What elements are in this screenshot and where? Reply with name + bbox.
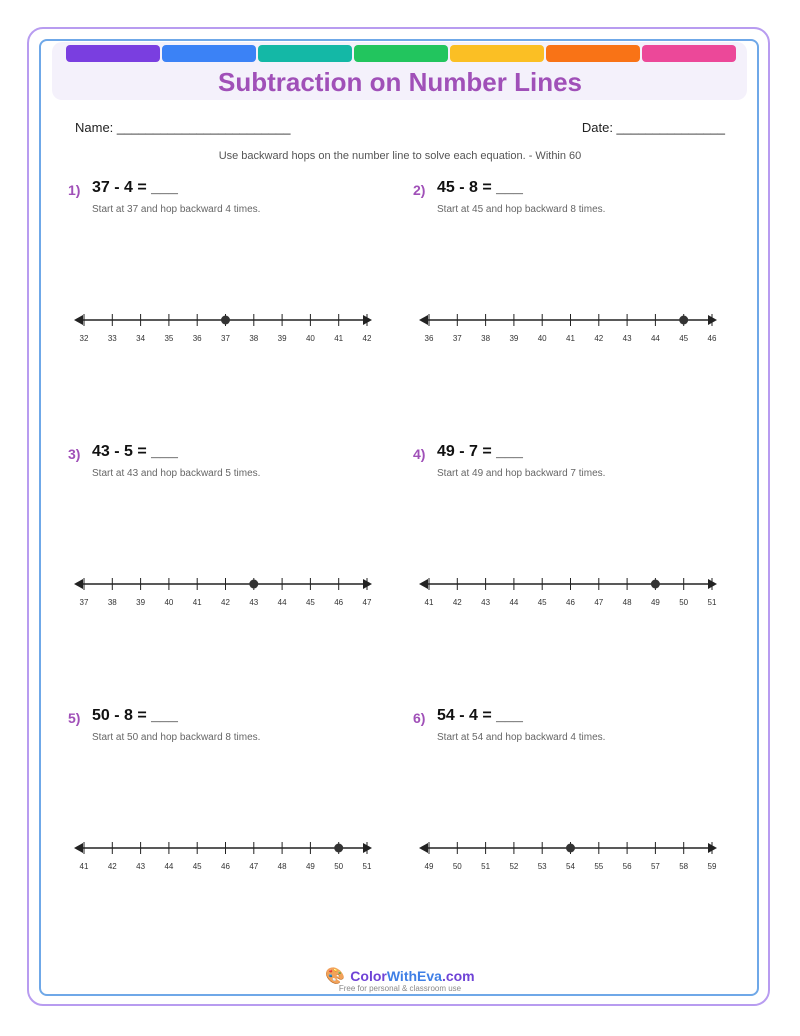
left-arrow-icon xyxy=(74,315,83,325)
tick-label: 43 xyxy=(622,334,632,343)
problem-6 xyxy=(413,707,743,890)
tick-label: 40 xyxy=(305,334,315,343)
tick-label: 37 xyxy=(79,598,89,607)
left-arrow-icon xyxy=(419,315,428,325)
tick-label: 49 xyxy=(424,862,434,871)
tick-label: 41 xyxy=(192,598,202,607)
name-field[interactable]: Name: ________________________ xyxy=(75,120,291,135)
tick-label: 43 xyxy=(481,598,491,607)
problem-hint: Start at 37 and hop backward 4 times. xyxy=(92,204,261,215)
problem-number: 6) xyxy=(413,710,426,726)
start-point-marker xyxy=(566,844,575,853)
tick-label: 38 xyxy=(249,334,259,343)
number-line xyxy=(413,830,723,871)
color-bar-segment xyxy=(642,45,736,62)
problem-equation[interactable]: 50 - 8 = ___ xyxy=(92,707,178,724)
problem-number: 2) xyxy=(413,182,426,198)
palette-icon: 🎨 xyxy=(325,968,346,985)
tick-label: 41 xyxy=(334,334,344,343)
tick-label: 43 xyxy=(249,598,259,607)
problem-equation[interactable]: 45 - 8 = ___ xyxy=(437,179,523,196)
tick-label: 42 xyxy=(107,862,117,871)
tick-label: 44 xyxy=(650,334,660,343)
start-point-marker xyxy=(221,316,230,325)
problem-number: 5) xyxy=(68,710,81,726)
color-bar-segment xyxy=(546,45,640,62)
tick-label: 34 xyxy=(136,334,146,343)
tick-label: 46 xyxy=(707,334,717,343)
tick-label: 41 xyxy=(424,598,434,607)
tick-label: 40 xyxy=(537,334,547,343)
left-arrow-icon xyxy=(419,843,428,853)
tick-label: 47 xyxy=(594,598,604,607)
tick-label: 50 xyxy=(679,598,689,607)
number-line xyxy=(413,302,723,343)
tick-label: 43 xyxy=(136,862,146,871)
instructions: Use backward hops on the number line to solve each equation. - Within 60 xyxy=(218,150,582,162)
tick-label: 35 xyxy=(164,334,174,343)
color-bar-segment xyxy=(354,45,448,62)
tick-label: 42 xyxy=(362,334,372,343)
tick-label: 48 xyxy=(277,862,287,871)
problem-3 xyxy=(68,443,398,626)
problem-equation[interactable]: 54 - 4 = ___ xyxy=(437,707,523,724)
tick-label: 45 xyxy=(537,598,547,607)
tick-label: 47 xyxy=(249,862,259,871)
tick-label: 40 xyxy=(164,598,174,607)
tick-label: 38 xyxy=(107,598,117,607)
tick-label: 45 xyxy=(679,334,689,343)
left-arrow-icon xyxy=(419,579,428,589)
tick-label: 54 xyxy=(566,862,575,871)
problem-2 xyxy=(413,179,743,362)
tick-label: 44 xyxy=(509,598,519,607)
tick-label: 33 xyxy=(107,334,117,343)
tick-label: 39 xyxy=(277,334,287,343)
footer-logo[interactable] xyxy=(325,966,474,986)
tick-label: 45 xyxy=(192,862,202,871)
rainbow-color-bar xyxy=(66,45,736,62)
number-line xyxy=(68,302,378,343)
color-bar-segment xyxy=(258,45,352,62)
tick-label: 46 xyxy=(221,862,230,871)
tick-label: 52 xyxy=(509,862,519,871)
tick-label: 45 xyxy=(305,598,315,607)
tick-label: 56 xyxy=(622,862,632,871)
number-line xyxy=(413,566,723,607)
tick-label: 46 xyxy=(566,598,575,607)
page-title: Subtraction on Number Lines xyxy=(217,67,583,97)
tick-label: 59 xyxy=(707,862,717,871)
tick-label: 53 xyxy=(537,862,547,871)
problem-number: 3) xyxy=(68,446,81,462)
color-bar-segment xyxy=(450,45,544,62)
tick-label: 55 xyxy=(594,862,604,871)
number-line xyxy=(68,830,378,871)
left-arrow-icon xyxy=(74,579,83,589)
start-point-marker xyxy=(334,844,343,853)
tick-label: 36 xyxy=(192,334,202,343)
tick-label: 47 xyxy=(362,598,372,607)
footer xyxy=(0,966,800,993)
tick-label: 49 xyxy=(650,598,660,607)
start-point-marker xyxy=(679,316,688,325)
tick-label: 41 xyxy=(566,334,575,343)
tick-label: 58 xyxy=(679,862,689,871)
problem-equation[interactable]: 49 - 7 = ___ xyxy=(437,443,523,460)
problem-hint: Start at 54 and hop backward 4 times. xyxy=(437,732,606,743)
tick-label: 51 xyxy=(481,862,491,871)
color-bar-segment xyxy=(162,45,256,62)
tick-label: 46 xyxy=(334,598,344,607)
tick-label: 42 xyxy=(594,334,604,343)
problem-hint: Start at 50 and hop backward 8 times. xyxy=(92,732,261,743)
tick-label: 37 xyxy=(221,334,230,343)
tick-label: 42 xyxy=(452,598,462,607)
problem-1 xyxy=(68,179,398,362)
tick-label: 51 xyxy=(707,598,717,607)
tick-label: 39 xyxy=(136,598,146,607)
problem-equation[interactable]: 37 - 4 = ___ xyxy=(92,179,178,196)
problem-hint: Start at 45 and hop backward 8 times. xyxy=(437,204,606,215)
tick-label: 38 xyxy=(481,334,491,343)
problem-4 xyxy=(413,443,743,626)
tick-label: 48 xyxy=(622,598,632,607)
problem-equation[interactable]: 43 - 5 = ___ xyxy=(92,443,178,460)
tick-label: 51 xyxy=(362,862,372,871)
problem-number: 1) xyxy=(68,182,81,198)
number-line xyxy=(68,566,378,607)
problem-hint: Start at 49 and hop backward 7 times. xyxy=(437,468,606,479)
start-point-marker xyxy=(249,580,258,589)
color-bar-segment xyxy=(66,45,160,62)
left-arrow-icon xyxy=(74,843,83,853)
problem-5 xyxy=(68,707,398,890)
tick-label: 50 xyxy=(334,862,344,871)
tick-label: 44 xyxy=(164,862,174,871)
tick-label: 39 xyxy=(509,334,519,343)
date-field[interactable]: Date: _______________ xyxy=(581,120,725,135)
tick-label: 37 xyxy=(452,334,462,343)
brand-name: ColorWithEva.com xyxy=(350,968,475,984)
start-point-marker xyxy=(651,580,660,589)
problem-number: 4) xyxy=(413,446,426,462)
tick-label: 32 xyxy=(79,334,89,343)
problem-hint: Start at 43 and hop backward 5 times. xyxy=(92,468,261,479)
tick-label: 41 xyxy=(79,862,89,871)
footer-tagline: Free for personal & classroom use xyxy=(338,984,462,993)
tick-label: 49 xyxy=(305,862,315,871)
tick-label: 36 xyxy=(424,334,434,343)
tick-label: 57 xyxy=(650,862,660,871)
tick-label: 44 xyxy=(277,598,287,607)
tick-label: 50 xyxy=(452,862,462,871)
tick-label: 42 xyxy=(221,598,230,607)
